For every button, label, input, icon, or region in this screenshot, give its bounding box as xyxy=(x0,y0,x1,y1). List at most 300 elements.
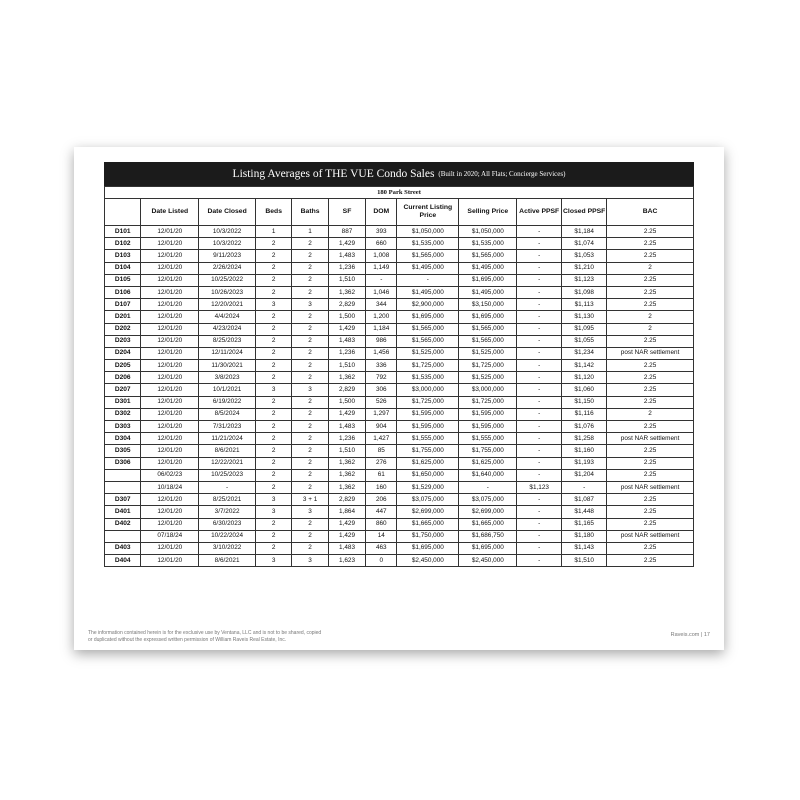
table-cell: 4/23/2024 xyxy=(199,323,256,335)
table-cell: 1,456 xyxy=(366,347,397,359)
table-cell: 2 xyxy=(255,421,291,433)
table-cell: $1,695,000 xyxy=(397,542,459,554)
table-cell: $1,495,000 xyxy=(459,286,517,298)
table-row xyxy=(105,542,694,554)
table-cell: $1,055 xyxy=(562,335,607,347)
table-cell: 12/01/20 xyxy=(141,262,199,274)
document-page xyxy=(74,147,724,650)
table-row xyxy=(105,360,694,372)
table-cell: 8/25/2023 xyxy=(199,335,256,347)
table-cell: $1,234 xyxy=(562,347,607,359)
table-cell: 2.25 xyxy=(607,494,694,506)
table-cell: $1,595,000 xyxy=(459,408,517,420)
table-cell: $3,000,000 xyxy=(459,384,517,396)
table-cell: 2.25 xyxy=(607,226,694,238)
table-cell: $1,525,000 xyxy=(459,372,517,384)
table-row xyxy=(105,421,694,433)
table-cell: 986 xyxy=(366,335,397,347)
table-cell: 2 xyxy=(255,469,291,481)
table-cell: 12/01/20 xyxy=(141,457,199,469)
table-cell: - xyxy=(517,323,562,335)
unit-cell: D304 xyxy=(105,433,141,445)
table-cell: 447 xyxy=(366,506,397,518)
table-cell: 2 xyxy=(292,408,328,420)
column-header: BAC xyxy=(607,199,694,226)
unit-cell: D207 xyxy=(105,384,141,396)
table-row xyxy=(105,433,694,445)
table-cell: 904 xyxy=(366,421,397,433)
table-cell: 206 xyxy=(366,494,397,506)
table-cell: 1,864 xyxy=(328,506,365,518)
table-cell: 2 xyxy=(255,238,291,250)
table-cell: 12/01/20 xyxy=(141,335,199,347)
table-cell: post NAR settlement xyxy=(607,433,694,445)
table-cell: 10/1/2021 xyxy=(199,384,256,396)
table-cell: 2 xyxy=(292,542,328,554)
table-cell: 1,483 xyxy=(328,335,365,347)
unit-cell xyxy=(105,481,141,493)
table-cell: 1,429 xyxy=(328,323,365,335)
table-cell: $1,565,000 xyxy=(397,250,459,262)
table-cell: 2 xyxy=(255,481,291,493)
table-cell: - xyxy=(199,481,256,493)
table-cell: 2.25 xyxy=(607,384,694,396)
table-cell: $1,529,000 xyxy=(397,481,459,493)
table-cell: 12/01/20 xyxy=(141,518,199,530)
table-row xyxy=(105,299,694,311)
table-cell: - xyxy=(397,274,459,286)
unit-cell: D102 xyxy=(105,238,141,250)
table-cell: - xyxy=(366,274,397,286)
footer-disclaimer-line-1: The information contained herein is for the exclusive use by Ventana, LLC and is not to be shared, copied xyxy=(88,630,322,636)
table-cell: 1,362 xyxy=(328,372,365,384)
listing-table-container xyxy=(104,162,694,567)
unit-cell: D401 xyxy=(105,506,141,518)
table-row xyxy=(105,469,694,481)
table-cell: 2.25 xyxy=(607,555,694,567)
table-cell: 3 + 1 xyxy=(292,494,328,506)
table-row xyxy=(105,384,694,396)
table-cell: 2 xyxy=(255,250,291,262)
table-cell: - xyxy=(517,518,562,530)
table-cell: 3 xyxy=(292,506,328,518)
table-cell: - xyxy=(517,250,562,262)
table-cell: $1,076 xyxy=(562,421,607,433)
table-cell: - xyxy=(517,555,562,567)
table-cell: 2 xyxy=(255,542,291,554)
table-cell: 8/25/2021 xyxy=(199,494,256,506)
table-cell: 1,008 xyxy=(366,250,397,262)
table-cell: 8/6/2021 xyxy=(199,555,256,567)
table-row xyxy=(105,445,694,457)
table-cell: 1,500 xyxy=(328,311,365,323)
footer-page-number: Raveis.com | 17 xyxy=(670,632,710,638)
table-cell: 2.25 xyxy=(607,542,694,554)
table-cell: 12/01/20 xyxy=(141,323,199,335)
table-row xyxy=(105,494,694,506)
table-cell: $1,180 xyxy=(562,530,607,542)
unit-cell: D201 xyxy=(105,311,141,323)
table-cell: $1,143 xyxy=(562,542,607,554)
table-cell: 2 xyxy=(255,530,291,542)
table-cell: $1,074 xyxy=(562,238,607,250)
table-cell: 1,297 xyxy=(366,408,397,420)
table-cell: - xyxy=(517,311,562,323)
table-cell: 306 xyxy=(366,384,397,396)
column-header: Selling Price xyxy=(459,199,517,226)
table-cell: $1,120 xyxy=(562,372,607,384)
table-cell: 2.25 xyxy=(607,286,694,298)
table-cell: $1,555,000 xyxy=(397,433,459,445)
table-cell: 3 xyxy=(292,384,328,396)
table-cell: 9/11/2023 xyxy=(199,250,256,262)
table-cell: 12/01/20 xyxy=(141,311,199,323)
table-cell: 2/26/2024 xyxy=(199,262,256,274)
table-cell: post NAR settlement xyxy=(607,481,694,493)
table-cell: 12/01/20 xyxy=(141,396,199,408)
table-cell: $1,130 xyxy=(562,311,607,323)
table-cell: 2 xyxy=(292,238,328,250)
table-cell: $1,625,000 xyxy=(459,457,517,469)
table-cell: $1,565,000 xyxy=(397,323,459,335)
table-row xyxy=(105,250,694,262)
table-cell: - xyxy=(517,433,562,445)
table-cell: 12/01/20 xyxy=(141,250,199,262)
table-cell: 10/26/2023 xyxy=(199,286,256,298)
table-row xyxy=(105,372,694,384)
table-cell: 3 xyxy=(292,299,328,311)
table-cell: 1,200 xyxy=(366,311,397,323)
table-cell: 1,236 xyxy=(328,433,365,445)
table-cell: $1,095 xyxy=(562,323,607,335)
table-cell: 12/20/2021 xyxy=(199,299,256,311)
table-cell: 1,362 xyxy=(328,481,365,493)
table-cell: 2 xyxy=(255,262,291,274)
table-cell: 2 xyxy=(607,323,694,335)
table-cell: 2 xyxy=(607,311,694,323)
table-cell: $1,565,000 xyxy=(459,250,517,262)
table-cell: 3/10/2022 xyxy=(199,542,256,554)
table-cell: $1,053 xyxy=(562,250,607,262)
unit-cell: D107 xyxy=(105,299,141,311)
table-cell: 07/18/24 xyxy=(141,530,199,542)
table-cell: - xyxy=(517,384,562,396)
table-cell: $1,565,000 xyxy=(459,335,517,347)
table-cell: 2 xyxy=(292,445,328,457)
table-cell: 11/21/2024 xyxy=(199,433,256,445)
table-cell: 11/30/2021 xyxy=(199,360,256,372)
table-cell: 8/5/2024 xyxy=(199,408,256,420)
table-cell: - xyxy=(517,396,562,408)
table-cell: 10/25/2023 xyxy=(199,469,256,481)
table-cell: $1,525,000 xyxy=(397,347,459,359)
table-cell: 2 xyxy=(292,481,328,493)
column-header: DOM xyxy=(366,199,397,226)
table-cell: - xyxy=(459,481,517,493)
table-cell: 2,829 xyxy=(328,299,365,311)
table-cell: 10/3/2022 xyxy=(199,226,256,238)
table-cell: $1,184 xyxy=(562,226,607,238)
unit-cell: D103 xyxy=(105,250,141,262)
column-header: Current Listing Price xyxy=(397,199,459,226)
table-cell: - xyxy=(517,238,562,250)
table-cell: $2,450,000 xyxy=(459,555,517,567)
table-cell: 2 xyxy=(292,323,328,335)
table-cell: 3/7/2022 xyxy=(199,506,256,518)
table-row xyxy=(105,408,694,420)
column-header: Closed PPSF xyxy=(562,199,607,226)
table-cell: $1,123 xyxy=(562,274,607,286)
table-cell: 1,510 xyxy=(328,445,365,457)
table-cell: 2 xyxy=(607,262,694,274)
table-cell: - xyxy=(517,408,562,420)
table-cell: 1,236 xyxy=(328,262,365,274)
table-cell: 1,362 xyxy=(328,457,365,469)
table-cell: - xyxy=(517,494,562,506)
table-cell: 3 xyxy=(255,299,291,311)
table-cell: $2,699,000 xyxy=(397,506,459,518)
table-cell: 14 xyxy=(366,530,397,542)
table-cell: 10/22/2024 xyxy=(199,530,256,542)
table-cell: $1,204 xyxy=(562,469,607,481)
unit-cell: D303 xyxy=(105,421,141,433)
table-row xyxy=(105,274,694,286)
table-cell: 3/8/2023 xyxy=(199,372,256,384)
table-cell: $1,650,000 xyxy=(397,469,459,481)
unit-cell: D202 xyxy=(105,323,141,335)
table-cell: $1,495,000 xyxy=(397,262,459,274)
table-cell: 12/01/20 xyxy=(141,421,199,433)
table-cell: 0 xyxy=(366,555,397,567)
table-cell: $1,448 xyxy=(562,506,607,518)
unit-cell: D404 xyxy=(105,555,141,567)
table-cell: 1,500 xyxy=(328,396,365,408)
table-cell: 2.25 xyxy=(607,396,694,408)
table-cell: $1,565,000 xyxy=(397,335,459,347)
table-cell: - xyxy=(517,335,562,347)
table-cell: 06/02/23 xyxy=(141,469,199,481)
table-cell: 2,829 xyxy=(328,494,365,506)
table-row xyxy=(105,226,694,238)
table-cell: 1,429 xyxy=(328,518,365,530)
unit-cell: D105 xyxy=(105,274,141,286)
table-cell: 85 xyxy=(366,445,397,457)
table-cell: 2 xyxy=(292,372,328,384)
table-cell: 2 xyxy=(292,286,328,298)
unit-cell: D402 xyxy=(105,518,141,530)
table-cell: $2,450,000 xyxy=(397,555,459,567)
table-cell: 2 xyxy=(255,408,291,420)
table-cell: 7/31/2023 xyxy=(199,421,256,433)
unit-cell: D104 xyxy=(105,262,141,274)
table-cell: - xyxy=(517,226,562,238)
unit-cell: D204 xyxy=(105,347,141,359)
table-cell: $1,725,000 xyxy=(397,396,459,408)
table-body xyxy=(105,226,694,567)
table-cell: 2.25 xyxy=(607,506,694,518)
table-cell: 2 xyxy=(292,250,328,262)
table-cell: - xyxy=(517,286,562,298)
table-cell: - xyxy=(517,274,562,286)
table-cell: 3 xyxy=(255,506,291,518)
table-row xyxy=(105,518,694,530)
table-cell: 4/4/2024 xyxy=(199,311,256,323)
table-cell: post NAR settlement xyxy=(607,530,694,542)
table-cell: 344 xyxy=(366,299,397,311)
table-cell: 2 xyxy=(255,433,291,445)
table-cell: $2,900,000 xyxy=(397,299,459,311)
table-cell: $3,075,000 xyxy=(397,494,459,506)
table-cell: - xyxy=(517,506,562,518)
table-cell: 2 xyxy=(292,396,328,408)
table-cell: - xyxy=(517,530,562,542)
table-cell: 12/01/20 xyxy=(141,238,199,250)
table-cell: $1,640,000 xyxy=(459,469,517,481)
column-header: Date Listed xyxy=(141,199,199,226)
table-cell: - xyxy=(517,360,562,372)
table-cell: - xyxy=(517,445,562,457)
table-cell: $1,725,000 xyxy=(397,360,459,372)
table-cell: $1,116 xyxy=(562,408,607,420)
table-cell: $1,750,000 xyxy=(397,530,459,542)
column-header: Active PPSF xyxy=(517,199,562,226)
unit-cell: D307 xyxy=(105,494,141,506)
table-cell: 1,149 xyxy=(366,262,397,274)
table-cell: 12/01/20 xyxy=(141,299,199,311)
table-cell: 2 xyxy=(292,433,328,445)
unit-cell: D305 xyxy=(105,445,141,457)
table-cell: 2 xyxy=(292,311,328,323)
table-cell: 12/01/20 xyxy=(141,384,199,396)
table-cell: 1 xyxy=(255,226,291,238)
table-cell: $1,050,000 xyxy=(397,226,459,238)
table-cell: 1,236 xyxy=(328,347,365,359)
table-cell: 2.25 xyxy=(607,372,694,384)
table-row xyxy=(105,396,694,408)
address-row xyxy=(105,187,694,199)
table-title: Listing Averages of THE VUE Condo Sales xyxy=(232,168,435,180)
table-cell: 12/01/20 xyxy=(141,494,199,506)
table-cell: $3,150,000 xyxy=(459,299,517,311)
table-cell: 2 xyxy=(255,396,291,408)
table-cell: 160 xyxy=(366,481,397,493)
table-cell: 1,510 xyxy=(328,274,365,286)
table-cell: $1,525,000 xyxy=(459,347,517,359)
table-cell: $3,075,000 xyxy=(459,494,517,506)
table-cell: 1,483 xyxy=(328,421,365,433)
table-cell: 2 xyxy=(255,335,291,347)
table-row xyxy=(105,506,694,518)
table-cell: $1,258 xyxy=(562,433,607,445)
table-cell: 2 xyxy=(255,311,291,323)
table-cell: 12/01/20 xyxy=(141,433,199,445)
unit-cell: D403 xyxy=(105,542,141,554)
table-cell: 2.25 xyxy=(607,299,694,311)
table-cell: 2 xyxy=(292,518,328,530)
table-cell: $1,495,000 xyxy=(459,262,517,274)
table-cell: $1,165 xyxy=(562,518,607,530)
table-cell: 1,483 xyxy=(328,542,365,554)
table-cell: $1,695,000 xyxy=(459,274,517,286)
table-cell: 3 xyxy=(255,384,291,396)
table-cell: $1,565,000 xyxy=(459,323,517,335)
table-cell: 3 xyxy=(255,494,291,506)
table-row xyxy=(105,323,694,335)
unit-cell xyxy=(105,469,141,481)
table-cell: 660 xyxy=(366,238,397,250)
header-row xyxy=(105,199,694,226)
column-header xyxy=(105,199,141,226)
table-cell: 12/01/20 xyxy=(141,542,199,554)
table-row xyxy=(105,262,694,274)
table-cell: $1,755,000 xyxy=(459,445,517,457)
table-cell: 12/01/20 xyxy=(141,506,199,518)
table-cell: 276 xyxy=(366,457,397,469)
table-cell: 2 xyxy=(292,469,328,481)
table-cell: 12/01/20 xyxy=(141,408,199,420)
table-cell: 12/01/20 xyxy=(141,347,199,359)
table-cell: $1,595,000 xyxy=(397,421,459,433)
table-cell: 12/01/20 xyxy=(141,372,199,384)
table-cell: 2,829 xyxy=(328,384,365,396)
table-cell: 12/11/2024 xyxy=(199,347,256,359)
table-cell: 1,429 xyxy=(328,530,365,542)
table-title-bar xyxy=(104,162,694,186)
table-cell: - xyxy=(517,299,562,311)
table-cell: 3 xyxy=(255,555,291,567)
table-cell: $1,535,000 xyxy=(459,238,517,250)
table-cell: - xyxy=(517,262,562,274)
table-cell: $1,123 xyxy=(517,481,562,493)
table-cell: $1,060 xyxy=(562,384,607,396)
table-cell: 2 xyxy=(255,457,291,469)
table-cell: 12/22/2021 xyxy=(199,457,256,469)
table-cell: 2 xyxy=(255,360,291,372)
table-cell: 10/3/2022 xyxy=(199,238,256,250)
table-cell: $1,535,000 xyxy=(397,372,459,384)
column-header: SF xyxy=(328,199,365,226)
table-cell: 2.25 xyxy=(607,421,694,433)
table-cell: 12/01/20 xyxy=(141,274,199,286)
table-cell: $1,087 xyxy=(562,494,607,506)
table-cell: - xyxy=(517,457,562,469)
table-cell: 2 xyxy=(292,335,328,347)
table-cell: $1,535,000 xyxy=(397,238,459,250)
table-cell: - xyxy=(517,347,562,359)
footer-disclaimer-line-2: or duplicated without the expressed written permission of William Raveis Real Estate, Inc. xyxy=(88,636,287,643)
table-cell: 1,184 xyxy=(366,323,397,335)
table-cell: $1,555,000 xyxy=(459,433,517,445)
table-cell: 8/6/2021 xyxy=(199,445,256,457)
table-cell: 12/01/20 xyxy=(141,286,199,298)
table-cell: 1,362 xyxy=(328,286,365,298)
table-cell: 2 xyxy=(292,530,328,542)
table-cell: 2 xyxy=(292,360,328,372)
listing-table xyxy=(104,186,694,567)
table-cell: 2.25 xyxy=(607,335,694,347)
table-cell: 1,483 xyxy=(328,250,365,262)
column-header: Beds xyxy=(255,199,291,226)
table-cell: $1,725,000 xyxy=(459,360,517,372)
table-cell: $1,695,000 xyxy=(397,311,459,323)
table-cell: $1,755,000 xyxy=(397,445,459,457)
unit-cell: D101 xyxy=(105,226,141,238)
table-cell: $1,595,000 xyxy=(397,408,459,420)
table-cell: 2 xyxy=(292,457,328,469)
table-cell: 2 xyxy=(292,421,328,433)
table-cell: - xyxy=(517,469,562,481)
table-row xyxy=(105,457,694,469)
